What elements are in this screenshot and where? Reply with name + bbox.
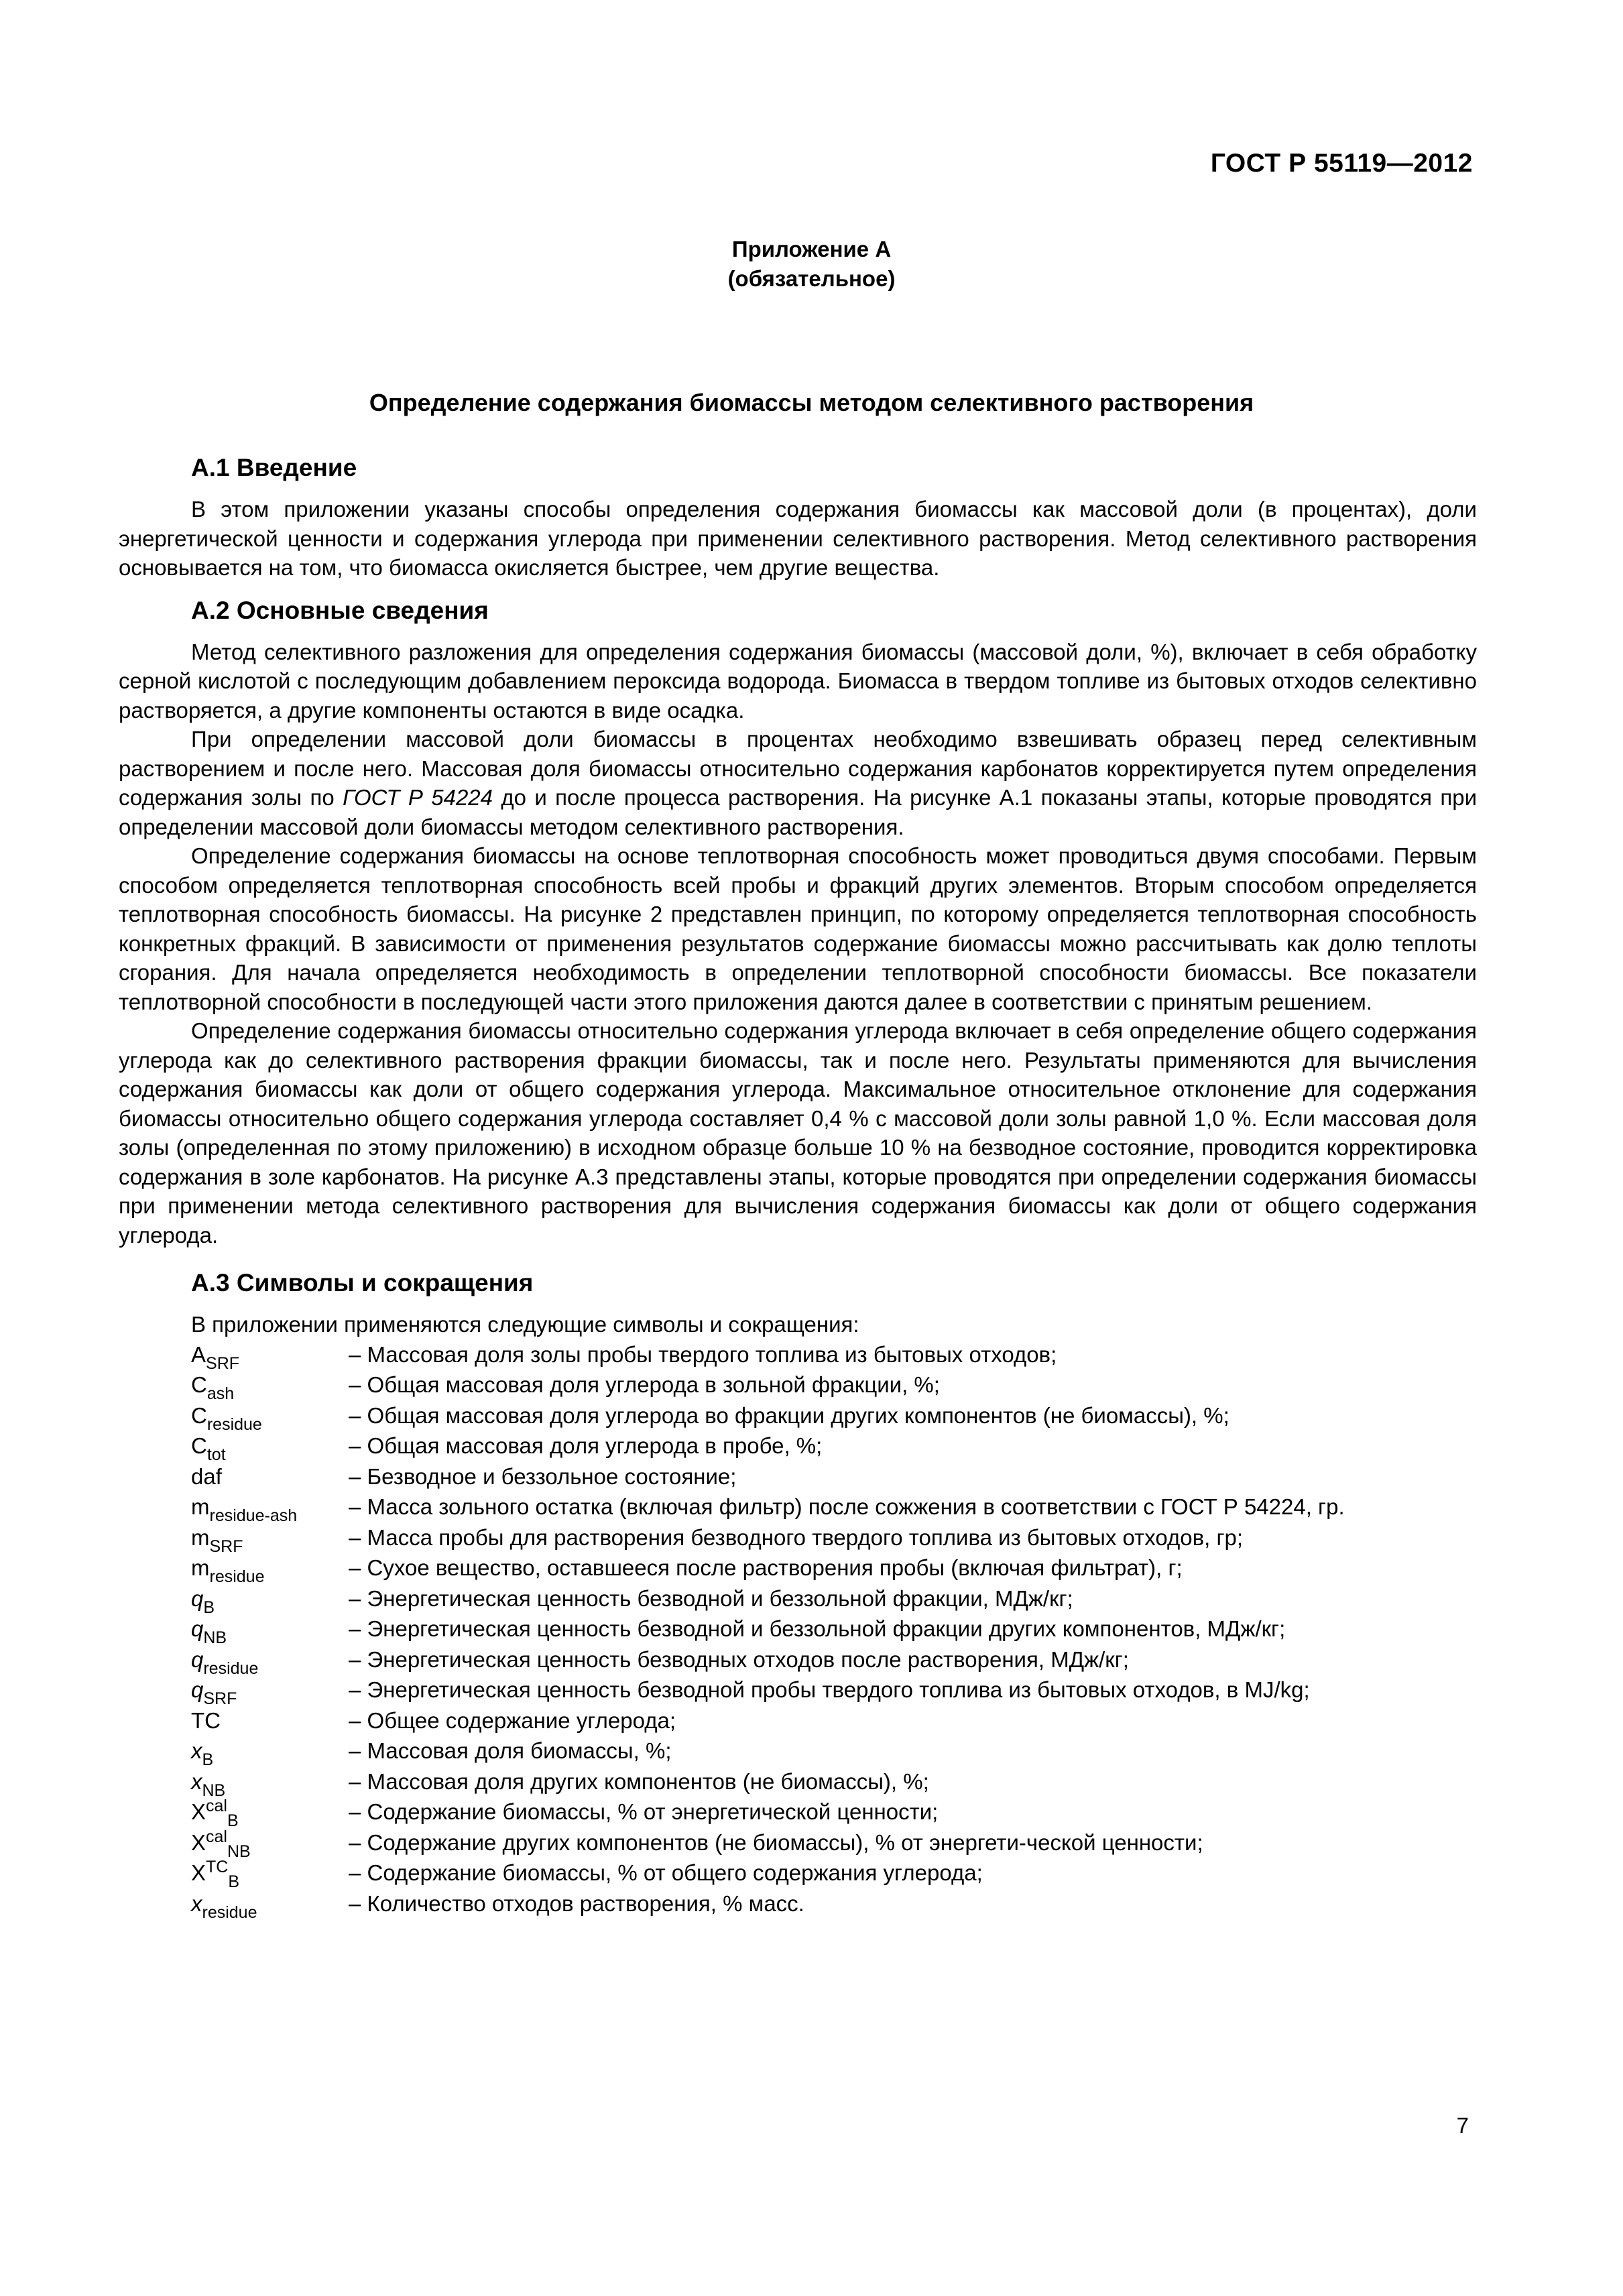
- symbol: [191, 1583, 349, 1617]
- symbol-description: – Энергетическая ценность безводной и беззольной фракции других компонентов, МДж/кг;: [349, 1616, 1286, 1641]
- annex-heading: [0, 235, 1623, 294]
- paragraph-text: до и после процесса растворения. На рисунке А.1 показаны этапы, которые проводятся при определении массовой доли биомассы методом селективного растворения.: [119, 785, 1477, 839]
- symbols-intro: В приложении применяются следующие символы и сокращения:: [191, 1312, 859, 1337]
- symbol-base: C: [191, 1402, 207, 1428]
- symbol-subscript: B: [203, 1597, 215, 1617]
- symbol: [191, 1522, 349, 1556]
- symbol-superscript: cal: [206, 1827, 227, 1846]
- section-heading: А.2 Основные сведения: [191, 596, 489, 624]
- symbol-row: [191, 1797, 1345, 1827]
- symbol: [191, 1644, 349, 1678]
- symbol-subscript: SRF: [203, 1689, 237, 1708]
- symbol-base: q: [191, 1677, 204, 1702]
- paragraph: В этом приложении указаны способы определения содержания биомассы как массовой доли (в процентах), доли энергетической ценности и содержания углерода при применении селективного растворения. Метод селективного растворения основывается на том, что биомасса окисляется быстрее, чем другие вещества.: [119, 497, 1477, 580]
- symbol-row: [191, 1583, 1345, 1614]
- symbol-base: X: [191, 1799, 206, 1824]
- symbol-row: [191, 1766, 1345, 1797]
- symbol-subscript: residue: [209, 1567, 265, 1586]
- symbol-row: [191, 1675, 1345, 1705]
- annex-title: Приложение А: [731, 237, 892, 261]
- symbol-row: [191, 1431, 1345, 1461]
- symbol-description: – Сухое вещество, оставшееся после растворения пробы (включая фильтрат), г;: [349, 1555, 1183, 1580]
- symbol-superscript: TC: [206, 1858, 229, 1876]
- symbol: [191, 1675, 349, 1708]
- page-title: Определение содержания биомассы методом селективного растворения: [369, 389, 1254, 416]
- symbol-subscript: B: [227, 1811, 239, 1830]
- symbol-description: – Общая массовая доля углерода в пробе, %;: [349, 1433, 823, 1458]
- symbol-subscript: residue: [206, 1414, 262, 1434]
- symbol-description: – Количество отходов растворения, % масс.: [349, 1890, 804, 1916]
- symbol-row: [191, 1858, 1345, 1888]
- symbol-base: C: [191, 1372, 207, 1397]
- symbol-description: – Массовая доля биомассы, %;: [349, 1738, 672, 1763]
- symbol-subscript: NB: [203, 1628, 227, 1647]
- symbol-subscript: SRF: [206, 1353, 240, 1373]
- symbol-row: [191, 1705, 1345, 1736]
- symbol-base: TC: [191, 1707, 221, 1733]
- symbol-row: [191, 1644, 1345, 1675]
- symbol-row: [191, 1827, 1345, 1858]
- symbol: [191, 1766, 349, 1800]
- standard-reference-link[interactable]: ГОСТ Р 54224: [343, 785, 493, 810]
- symbol-description: – Масса зольного остатка (включая фильтр) после сожжения в соответствии с ГОСТ Р 54224, гр.: [349, 1494, 1345, 1519]
- symbol: [191, 1797, 349, 1830]
- paragraph-text: При определении массовой доли биомассы в процентах необходимо взвешивать образец перед селективным растворением и после него. Массовая доля биомассы относительно содержания карбонатов корректируется путем определения содержания золы по: [119, 727, 1477, 810]
- symbol-subscript: tot: [206, 1445, 226, 1464]
- symbol-description: – Энергетическая ценность безводных отходов после растворения, МДж/кг;: [349, 1646, 1129, 1672]
- symbol: [191, 1553, 349, 1586]
- symbol-base: q: [191, 1646, 204, 1672]
- symbol-subscript: residue: [202, 1902, 257, 1922]
- symbol-superscript: cal: [206, 1797, 227, 1815]
- symbol: [191, 1339, 349, 1373]
- symbol-description: – Безводное и беззольное состояние;: [349, 1463, 737, 1489]
- symbol-description: – Массовая доля других компонентов (не биомассы), %;: [349, 1768, 929, 1794]
- symbol-subscript: B: [202, 1750, 214, 1769]
- symbol-description: – Общее содержание углерода;: [349, 1707, 676, 1733]
- page-number: 7: [1456, 2113, 1469, 2138]
- symbol-row: [191, 1370, 1345, 1400]
- paragraph: Определение содержания биомассы относительно содержания углерода включает в себя определение общего содержания углерода как до селективного растворения фракции биомассы, так и после него. Результаты применяются для вычисления содержания биомассы как доли от общего содержания углерода. Максимальное относительное отклонение для содержания биомассы относительно общего содержания углерода составляет 0,4 % с массовой доли золы равной 1,0 %. Если массовая доля золы (определенная по этому приложению) в исходном образце больше 10 % на безводное состояние, проводится корректировка содержания в золе карбонатов. На рисунке А.3 представлены этапы, которые проводятся при определении содержания биомассы при применении метода селективного растворения для вычисления содержания биомассы как доли от общего содержания углерода.: [119, 1018, 1477, 1248]
- symbol-subscript: NB: [202, 1780, 226, 1800]
- annex-status: (обязательное): [727, 266, 896, 291]
- symbol-description: – Содержание других компонентов (не биомассы), % от энергети-ческой ценности;: [349, 1829, 1203, 1855]
- symbol: [191, 1736, 349, 1769]
- symbol-base: m: [191, 1494, 210, 1519]
- symbol: [191, 1614, 349, 1647]
- symbol: [191, 1888, 349, 1922]
- symbol-base: q: [191, 1616, 204, 1641]
- symbol-base: daf: [191, 1463, 222, 1489]
- symbol-base: m: [191, 1555, 210, 1580]
- symbol-row: [191, 1522, 1345, 1553]
- symbol-description: – Энергетическая ценность безводной пробы твердого топлива из бытовых отходов, в MJ/kg;: [349, 1677, 1310, 1702]
- symbol-row: [191, 1888, 1345, 1919]
- symbol-description: – Общая массовая доля углерода во фракции других компонентов (не биомассы), %;: [349, 1402, 1229, 1428]
- paragraph: Метод селективного разложения для определения содержания биомассы (массовой доли, %), включает в себя обработку серной кислотой с последующим добавлением пероксида водорода. Биомасса в твердом топливе из бытовых отходов селективно растворяется, а другие компоненты остаются в виде осадка.: [119, 639, 1477, 723]
- symbol: [191, 1370, 349, 1403]
- symbol-subscript: ash: [206, 1384, 235, 1403]
- symbol-base: x: [191, 1738, 202, 1763]
- document-code: ГОСТ Р 55119—2012: [1210, 149, 1473, 178]
- symbol: [191, 1461, 349, 1492]
- section-heading: А.3 Символы и сокращения: [191, 1269, 534, 1296]
- symbol-base: X: [191, 1860, 206, 1885]
- symbol-base: m: [191, 1524, 210, 1550]
- symbol-row: [191, 1339, 1345, 1370]
- symbol-row: [191, 1736, 1345, 1766]
- symbol: [191, 1858, 349, 1891]
- section-a1: [119, 452, 1477, 583]
- paragraph: Определение содержания биомассы на основе теплотворная способность может проводиться двумя способами. Первым способом определяется теплотворная способность всей пробы и фракций других элементов. Вторым способом определяется теплотворная способность биомассы. На рисунке 2 представлен принцип, по которому определяется теплотворная способность конкретных фракций. В зависимости от применения результатов содержание биомассы можно рассчитывать как долю теплоты сгорания. Для начала определяется необходимость в определении теплотворной способности биомассы. Все показатели теплотворной способности в последующей части этого приложения даются далее в соответствии с принятым решением.: [119, 843, 1477, 1014]
- section-a2: [119, 595, 1477, 1250]
- symbol-description: – Массовая доля золы пробы твердого топлива из бытовых отходов;: [349, 1341, 1057, 1367]
- paragraph: [119, 725, 1477, 841]
- symbol-description: – Содержание биомассы, % от энергетической ценности;: [349, 1799, 939, 1824]
- symbol-row: [191, 1461, 1345, 1492]
- symbol-description: – Масса пробы для растворения безводного твердого топлива из бытовых отходов, гр;: [349, 1524, 1244, 1550]
- symbol-base: A: [191, 1341, 206, 1367]
- symbol: [191, 1492, 349, 1525]
- symbol-row: [191, 1553, 1345, 1583]
- symbol-description: – Содержание биомассы, % от общего содержания углерода;: [349, 1860, 983, 1885]
- symbol: [191, 1705, 349, 1736]
- symbol-base: X: [191, 1829, 206, 1855]
- symbol-subscript: NB: [227, 1841, 251, 1861]
- symbol: [191, 1827, 349, 1861]
- symbols-table: [191, 1339, 1345, 1922]
- symbol-row: [191, 1614, 1345, 1644]
- symbol-base: x: [191, 1768, 202, 1794]
- symbol-subscript: residue: [203, 1658, 259, 1678]
- symbol-subscript: SRF: [209, 1536, 243, 1556]
- symbol-base: x: [191, 1890, 202, 1916]
- symbol-row: [191, 1492, 1345, 1522]
- symbol-description: – Общая массовая доля углерода в зольной фракции, %;: [349, 1372, 940, 1397]
- section-heading: А.1 Введение: [191, 454, 357, 481]
- symbol-subscript: B: [228, 1872, 240, 1891]
- symbol-base: C: [191, 1433, 207, 1458]
- symbol-base: q: [191, 1585, 204, 1611]
- symbol-row: [191, 1400, 1345, 1431]
- document-body: [119, 452, 1477, 1931]
- symbol: [191, 1431, 349, 1464]
- symbol: [191, 1400, 349, 1434]
- section-a3: [119, 1267, 1477, 1922]
- symbol-description: – Энергетическая ценность безводной и беззольной фракции, МДж/кг;: [349, 1585, 1073, 1611]
- symbol-subscript: residue-ash: [209, 1506, 298, 1525]
